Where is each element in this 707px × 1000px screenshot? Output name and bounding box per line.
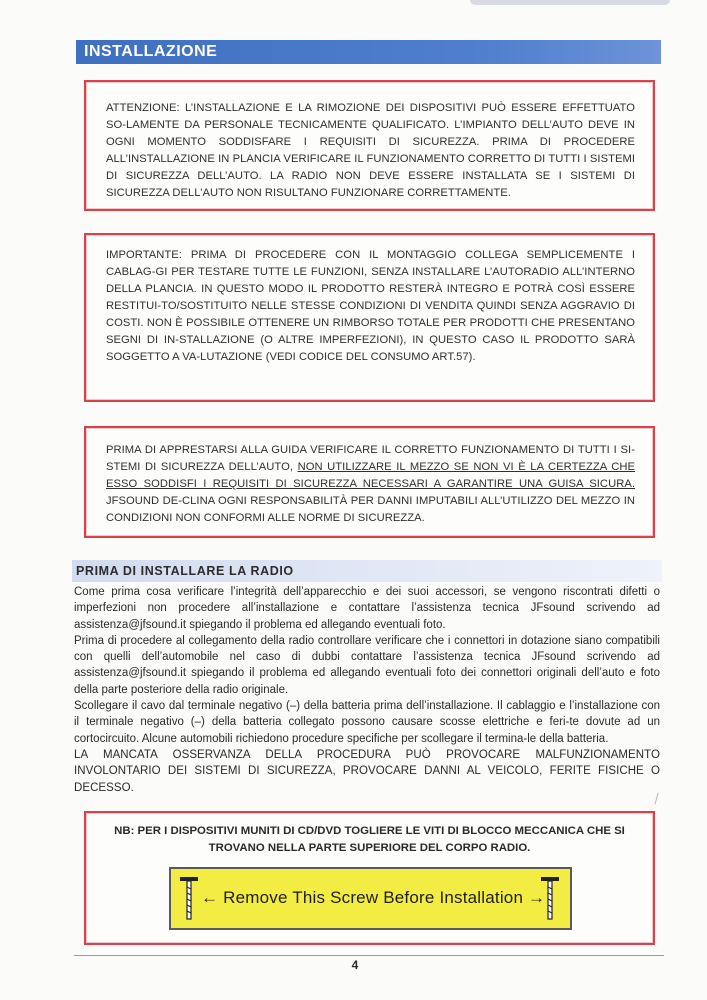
paragraph: Come prima cosa verificare l’integrità dell’apparecchio e dei suoi accessori, se vengono riscontrati difetti o imperfezioni non procedere all’installazione e contattare l’assistenza tecnica JFsound scrivendo ad assistenza@jfsound.it spiegando il problema ed allegando eventuali foto. bbox=[74, 586, 660, 631]
footer-divider bbox=[74, 955, 664, 956]
warning-text-part: PRIMA DI APPRESTARSI ALLA GUIDA VERIFICARE IL CORRETTO FUNZIONAMENTO DI TUTTI I SI-STEMI DI SICUREZZA DELL’AUTO, bbox=[106, 444, 635, 473]
note-line: TROVANO NELLA PARTE SUPERIORE DEL CORPO RADIO. bbox=[208, 842, 531, 854]
warning-text: ATTENZIONE: L’INSTALLAZIONE E LA RIMOZIONE DEI DISPOSITIVI PUÒ ESSERE EFFETTUATO SO-LAMENTE DA PERSONALE TECNICAMENTE QUALIFICATO. L’IMPIANTO DELL’AUTO DEVE IN OGNI MOMENTO SODDISFARE I REQUISITI DI SICUREZZA. PRIMA DI PROCEDERE ALL’INSTALLAZIONE IN PLANCIA VERIFICARE IL FUNZIONAMENTO CORRETTO DI TUTTI I SISTEMI DI SICUREZZA DELL’AUTO. LA RADIO NON DEVE ESSERE INSTALLATA SE I SISTEMI DI SICUREZZA DELL’AUTO NON RISULTANO FUNZIONARE CORRETTAMENTE. bbox=[106, 102, 635, 199]
warning-box-attention bbox=[84, 80, 655, 211]
warning-text: IMPORTANTE: PRIMA DI PROCEDERE CON IL MONTAGGIO COLLEGA SEMPLICEMENTE I CABLAG-GI PER TESTARE TUTTE LE FUNZIONI, SENZA INSTALLARE L’AUTORADIO ALL’INTERNO DELLA PLANCIA. IN QUESTO MODO IL PRODOTTO RESTERÀ INTEGRO E POTRÀ COSÌ ESSERE RESTITUI-TO/SOSTITUITO NELLE STESSE CONDIZIONI DI VENDITA QUINDI SENZA AGGRAVIO DI COSTI. NON È POSSIBILE OTTENERE UN RIMBORSO TOTALE PER PRODOTTI CHE PRESENTANO SEGNI DI IN-STALLAZIONE (O ALTRE IMPERFEZIONI), IN QUESTO CASO IL PRODOTTO SARÀ SOGGETTO A VA-LUTAZIONE (VEDI CODICE DEL CONSUMO ART.57). bbox=[106, 249, 635, 363]
screw-icon bbox=[540, 875, 560, 923]
warning-text-part: JFSOUND DE-CLINA OGNI RESPONSABILITÀ PER DANNI IMPUTABILI ALL’UTILIZZO DEL MEZZO IN CONDIZIONI NON CONFORMI ALLE NORME DI SICUREZZA. bbox=[106, 495, 635, 524]
warning-text bbox=[106, 442, 635, 527]
page-number: 4 bbox=[351, 958, 359, 972]
instructions-body bbox=[74, 584, 660, 796]
note-box bbox=[84, 811, 655, 945]
paragraph: Scollegare il cavo dal terminale negativo (–) della batteria prima dell’installazione. Il cablaggio e l’installazione con il terminale negativo (–) della batteria collegato possono causare scosse elettriche e feri-te dovute ad un cortocircuito. Alcune automobili richiedono procedure specifiche per scollegare il termina-le della batteria. bbox=[74, 700, 660, 745]
paragraph: Prima di procedere al collegamento della radio controllare verificare che i connettori in dotazione siano compatibili con quelli dell’automobile nel caso di dubbi contattare l’assistenza tecnica JFsound scrivendo ad assistenza@jfsound.it spiegando il problema ed allegando eventuali foto dei connettori originali dell’auto e foto della parte posteriore della radio originale. bbox=[74, 634, 660, 696]
scan-smudge bbox=[470, 0, 670, 5]
remove-screw-text: ← Remove This Screw Before Installation → bbox=[201, 888, 546, 907]
screw-icon bbox=[179, 875, 199, 923]
subsection-title: PRIMA DI INSTALLARE LA RADIO bbox=[72, 560, 662, 582]
warning-box-important bbox=[84, 233, 655, 402]
section-title: INSTALLAZIONE bbox=[76, 40, 661, 64]
warning-box-driving bbox=[84, 426, 655, 538]
warning-text-underlined: NON UTILIZZARE IL MEZZO SE NON VI È LA CERTEZZA CHE ESSO SODDISFI I REQUISITI DI SICUREZZA NECESSARI A GARANTIRE UNA GUISA SICURA. bbox=[106, 461, 635, 490]
note-line: NB: PER I DISPOSITIVI MUNITI DI CD/DVD TOGLIERE LE VITI DI BLOCCO MECCANICA CHE SI bbox=[114, 825, 625, 837]
paragraph-warning: LA MANCATA OSSERVANZA DELLA PROCEDURA PUÒ PROVOCARE MALFUNZIONAMENTO INVOLONTARIO DEI SISTEMI DI SICUREZZA, PROVOCARE DANNI AL VEICOLO, FERITE FISICHE O DECESSO. bbox=[74, 748, 660, 794]
screw-warning-label bbox=[169, 867, 572, 930]
